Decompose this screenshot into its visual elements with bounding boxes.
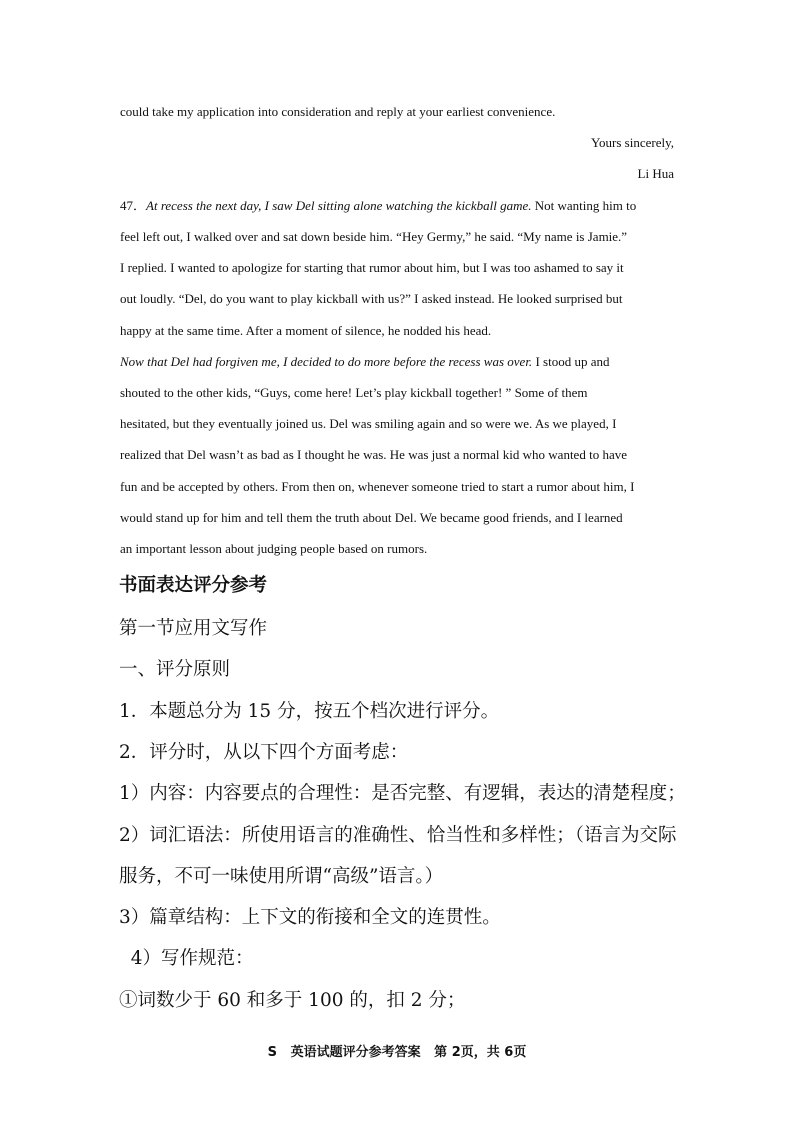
q47-line: feel left out, I walked over and sat down beside him. “Hey Germy,” he said. “My name is Jamie.” [120, 229, 628, 244]
q47-line-1-rest: Not wanting him to [531, 198, 637, 213]
q47-line: realized that Del wasn’t as bad as I thought he was. He was just a normal kid who wanted to have [120, 447, 627, 462]
scoring-item: 1）内容：内容要点的合理性：是否完整、有逻辑，表达的清楚程度； [119, 783, 686, 804]
q47-opening-sentence: At recess the next day, I saw Del sitting alone watching the kickball game. [146, 198, 532, 213]
q47-second-opening-sentence: Now that Del had forgiven me, I decided to do more before the recess was over. [120, 354, 533, 369]
section-subheading: 第一节应用文写作 [119, 618, 268, 639]
scoring-item: 1．本题总分为 15 分，按五个档次进行评分。 [119, 701, 500, 722]
q47-line: hesitated, but they eventually joined us. Del was smiling again and so were we. As we played, I [120, 416, 617, 431]
scoring-item: 3）篇章结构：上下文的衔接和全文的连贯性。 [119, 907, 501, 928]
q47-paragraph-2-line-1 [120, 354, 609, 370]
scoring-item: 2）词汇语法：所使用语言的准确性、恰当性和多样性；（语言为交际 [119, 825, 677, 846]
section-heading: 书面表达评分参考 [119, 575, 268, 596]
q47-paragraph-2-rest: I stood up and [532, 354, 610, 369]
scoring-principle-heading: 一、评分原则 [119, 659, 231, 680]
q47-line: out loudly. “Del, do you want to play kickball with us?” I asked instead. He looked surprised but [120, 291, 623, 306]
scoring-item: 4）写作规范： [119, 948, 254, 969]
q47-line: an important lesson about judging people based on rumors. [120, 541, 428, 556]
q47-line: would stand up for him and tell them the truth about Del. We became good friends, and I learned [120, 510, 623, 525]
scoring-item: 服务，不可一味使用所谓“高级”语言。） [119, 866, 444, 887]
page-footer: S 英语试题评分参考答案 第 2页，共 6页 [267, 1045, 527, 1060]
q47-line: shouted to the other kids, “Guys, come here! Let’s play kickball together! ” Some of them [120, 385, 588, 400]
q47-line: happy at the same time. After a moment of silence, he nodded his head. [120, 323, 492, 338]
q47-line: fun and be accepted by others. From then on, whenever someone tried to start a rumor about him, I [120, 479, 635, 494]
q47-line-1 [120, 198, 636, 214]
letter-signature: Li Hua [637, 166, 674, 181]
letter-last-line: could take my application into consideration and reply at your earliest convenience. [120, 104, 556, 119]
q47-number: 47． [120, 198, 147, 213]
letter-closing: Yours sincerely, [590, 135, 674, 150]
q47-line: I replied. I wanted to apologize for starting that rumor about him, but I was too ashamed to say it [120, 260, 624, 275]
scoring-item: ①词数少于 60 和多于 100 的，扣 2 分； [119, 990, 466, 1011]
scoring-item: 2．评分时，从以下四个方面考虑： [119, 742, 409, 763]
